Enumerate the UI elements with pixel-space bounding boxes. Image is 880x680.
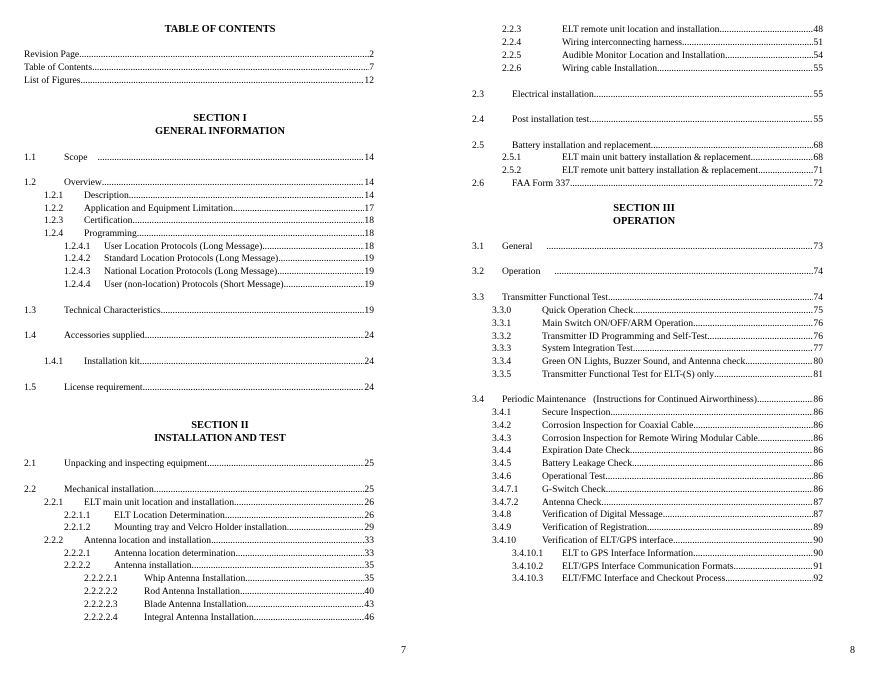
toc-entry[interactable]: 2.2.3 ELT remote unit location and installation ..... 48 (502, 24, 823, 36)
toc-entry[interactable]: 2.2.2.2.4 Integral Antenna Installation ..... 46 (84, 612, 374, 624)
toc-entry[interactable]: 3.3.2 Transmitter ID Programming and Self-Test ..... 76 (492, 331, 823, 343)
toc-entry[interactable]: Revision Page ..... 2 (24, 49, 374, 61)
toc-entry[interactable]: 1.2.1 Description ..... 14 (44, 190, 374, 202)
toc-entry[interactable]: 1.3 Technical Characteristics ..... 19 (24, 305, 374, 317)
section-label: SECTION III (613, 203, 675, 214)
toc-entry[interactable]: 2.2.2.2 Antenna installation ..... 35 (64, 560, 374, 572)
toc-entry[interactable]: 2.1 Unpacking and inspecting equipment ..... 25 (24, 458, 374, 470)
toc-entry[interactable]: 2.6 FAA Form 337 ..... 72 (472, 178, 823, 190)
toc-entry[interactable]: 1.4.1 Installation kit ..... 24 (44, 356, 374, 368)
toc-entry[interactable]: 3.4.3 Corrosion Inspection for Remote Wiring Modular Cable ..... 86 (492, 433, 823, 445)
toc-entry[interactable]: 2.2.1.2 Mounting tray and Velcro Holder installation ..... 29 (64, 522, 374, 534)
section-title: GENERAL INFORMATION (155, 126, 285, 137)
toc-entry[interactable]: List of Figures ..... 12 (24, 75, 374, 87)
toc-entry[interactable]: 3.4.10.1 ELT to GPS Interface Information ..... 90 (512, 548, 823, 560)
toc-entry[interactable]: 1.1 Scope ..... 14 (24, 152, 374, 164)
page-number: 8 (850, 645, 855, 656)
toc-entry[interactable]: 2.2.1.1 ELT Location Determination ..... 26 (64, 510, 374, 522)
toc-entry[interactable]: 3.3.5 Transmitter Functional Test for ELT-(S) only ..... 81 (492, 369, 823, 381)
toc-entry[interactable]: 2.2.2.2.3 Blade Antenna Installation ..... 43 (84, 599, 374, 611)
right-page (440, 0, 880, 680)
toc-entry[interactable]: 3.4.7.1 G-Switch Check ..... 86 (492, 484, 823, 496)
toc-entry[interactable]: 3.3.0 Quick Operation Check ..... 75 (492, 305, 823, 317)
section-title: INSTALLATION AND TEST (154, 433, 286, 444)
toc-entry[interactable]: 1.2 Overview ..... 14 (24, 177, 374, 189)
toc-entry[interactable]: Table of Contents ..... 7 (24, 62, 374, 74)
section-title: OPERATION (612, 216, 676, 227)
toc-entry[interactable]: 3.4.9 Verification of Registration ..... 89 (492, 522, 823, 534)
toc-entry[interactable]: 3.4.5 Battery Leakage Check ..... 86 (492, 458, 823, 470)
toc-entry[interactable]: 2.2.2.2.2 Rod Antenna Installation ..... 40 (84, 586, 374, 598)
toc-entry[interactable]: 2.2.5 Audible Monitor Location and Installation ..... 54 (502, 50, 823, 62)
toc-entry[interactable]: 2.2.2.2.1 Whip Antenna Installation ..... 35 (84, 573, 374, 585)
toc-entry[interactable]: 3.4.7.2 Antenna Check ..... 87 (492, 497, 823, 509)
toc-entry[interactable]: 2.3 Electrical installation ..... 55 (472, 89, 823, 101)
toc-entry[interactable]: 3.3.1 Main Switch ON/OFF/ARM Operation ..... 76 (492, 318, 823, 330)
toc-entry[interactable]: 3.3 Transmitter Functional Test ..... 74 (472, 292, 823, 304)
toc-entry[interactable]: 3.4.4 Expiration Date Check ..... 86 (492, 445, 823, 457)
toc-entry[interactable]: 3.3.4 Green ON Lights, Buzzer Sound, and Antenna check ..... 80 (492, 356, 823, 368)
toc-entry[interactable]: 2.5 Battery installation and replacement ..... 68 (472, 140, 823, 152)
toc-entry[interactable]: 2.2.2 Antenna location and installation ..... 33 (44, 535, 374, 547)
toc-entry[interactable]: 3.4.10.2 ELT/GPS Interface Communication Formats ..... 91 (512, 561, 823, 573)
toc-entry[interactable]: 1.2.4.4 User (non-location) Protocols (Short Message) ..... 19 (64, 279, 374, 291)
toc-entry[interactable]: 3.4 Periodic Maintenance (Instructions for Continued Airworthiness) ..... 86 (472, 394, 823, 406)
toc-entry[interactable]: 1.2.2 Application and Equipment Limitation ..... 17 (44, 203, 374, 215)
toc-entry[interactable]: 3.1 General ..... 73 (472, 241, 823, 253)
toc-entry[interactable]: 3.2 Operation ..... 74 (472, 266, 823, 278)
toc-heading: TABLE OF CONTENTS (164, 24, 276, 35)
toc-entry[interactable]: 3.3.3 System Integration Test ..... 77 (492, 343, 823, 355)
toc-entry[interactable]: 2.2.2.1 Antenna location determination ..... 33 (64, 548, 374, 560)
toc-entry[interactable]: 3.4.10 Verification of ELT/GPS interface ..... 90 (492, 535, 823, 547)
toc-entry[interactable]: 1.2.4.1 User Location Protocols (Long Message) ..... 18 (64, 241, 374, 253)
toc-entry[interactable]: 1.2.4.2 Standard Location Protocols (Long Message) ..... 19 (64, 253, 374, 265)
toc-entry[interactable]: 1.4 Accessories supplied ..... 24 (24, 330, 374, 342)
toc-entry[interactable]: 3.4.6 Operational Test ..... 86 (492, 471, 823, 483)
toc-entry[interactable]: 2.2 Mechanical installation ..... 25 (24, 484, 374, 496)
section-label: SECTION I (193, 113, 247, 124)
toc-entry[interactable]: 1.2.4 Programming ..... 18 (44, 228, 374, 240)
toc-entry[interactable]: 2.2.4 Wiring interconnecting harness ..... 51 (502, 37, 823, 49)
toc-entry[interactable]: 3.4.10.3 ELT/FMC Interface and Checkout Process ..... 92 (512, 573, 823, 585)
page-number: 7 (401, 645, 406, 656)
toc-entry[interactable]: 2.5.2 ELT remote unit battery installation & replacement ..... 71 (502, 165, 823, 177)
toc-entry[interactable]: 2.5.1 ELT main unit battery installation & replacement ..... 68 (502, 152, 823, 164)
toc-entry[interactable]: 2.2.6 Wiring cable Installation ..... 55 (502, 63, 823, 75)
toc-entry[interactable]: 3.4.2 Corrosion Inspection for Coaxial Cable ..... 86 (492, 420, 823, 432)
toc-entry[interactable]: 2.2.1 ELT main unit location and installation ..... 26 (44, 497, 374, 509)
toc-entry[interactable]: 2.4 Post installation test ..... 55 (472, 114, 823, 126)
toc-entry[interactable]: 1.2.4.3 National Location Protocols (Long Message) ..... 19 (64, 266, 374, 278)
toc-entry[interactable]: 1.2.3 Certification ..... 18 (44, 215, 374, 227)
toc-entry[interactable]: 1.5 License requirement ..... 24 (24, 382, 374, 394)
toc-entry[interactable]: 3.4.8 Verification of Digital Message ..... 87 (492, 509, 823, 521)
section-label: SECTION II (191, 420, 249, 431)
toc-entry[interactable]: 3.4.1 Secure Inspection ..... 86 (492, 407, 823, 419)
